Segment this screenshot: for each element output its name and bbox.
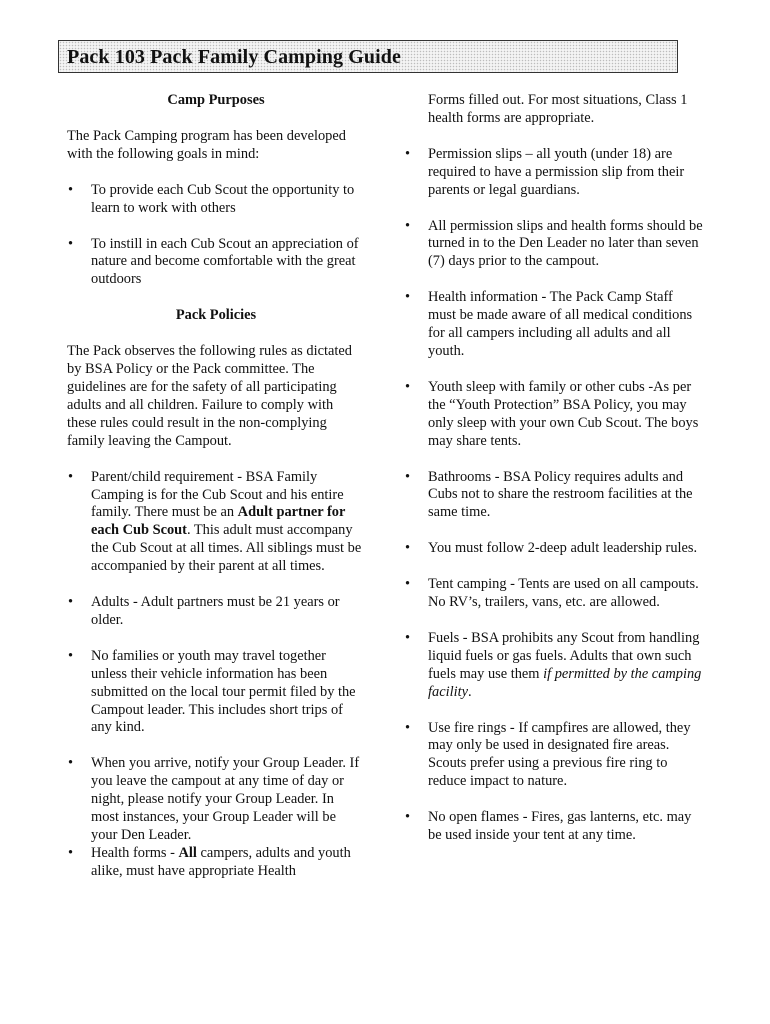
list-item: [404, 379, 704, 451]
bullet-icon: •: [68, 181, 74, 198]
policy-text-bold: Adult partner for each Cub Scout: [91, 504, 346, 539]
list-item: [67, 236, 365, 290]
bullet-icon: •: [405, 540, 411, 557]
list-item: [67, 594, 365, 630]
list-item: [404, 289, 704, 361]
list-item: [404, 630, 704, 702]
bullet-icon: •: [405, 378, 411, 395]
rule-text: [428, 630, 701, 700]
bullet-icon: •: [68, 594, 74, 611]
policy-text: [91, 469, 361, 575]
policy-text-part: campers, adults and youth alike, must have appropriate Health: [91, 844, 351, 879]
camp-purposes-heading: Camp Purposes: [167, 92, 265, 108]
policy-text: When you arrive, notify your Group Leader. If you leave the campout at any time of day or night, please notify your Group Leader. In most instances, your Group Leader will be your Den Leader.: [91, 755, 360, 843]
policies-intro: The Pack observes the following rules as dictated by BSA Policy or the Pack committee. The guidelines are for the safety of all participating adults and all children. Failure to comply with these rules could result in the non-complying family leaving the Campout.: [67, 343, 352, 449]
policy-text-part: Health forms -: [91, 844, 179, 861]
list-item: [404, 469, 704, 523]
continuation-text: Forms filled out. For most situations, Class 1 health forms are appropriate.: [428, 92, 688, 126]
rule-text: No open flames - Fires, gas lanterns, etc. may be used inside your tent at any time.: [428, 809, 692, 844]
rule-text: Bathrooms - BSA Policy requires adults and Cubs not to share the restroom facilities at the same time.: [428, 468, 693, 521]
policy-text: No families or youth may travel together unless their vehicle information has been submitted on the local tour permit filed by the Campout leader. This includes short trips of any kind.: [91, 647, 356, 736]
goal-text: To provide each Cub Scout the opportunity to learn to work with others: [91, 181, 355, 216]
bullet-icon: •: [68, 235, 74, 252]
policy-text-part: Parent/child requirement - BSA Family Camping is for the Cub Scout and his entire family. There must be an: [91, 468, 344, 521]
goals-list: [67, 182, 365, 290]
bullet-icon: •: [405, 576, 411, 593]
policy-text-bold: All: [178, 844, 197, 861]
bullet-icon: •: [68, 468, 74, 485]
policies-list: [67, 469, 365, 881]
rule-text-part: .: [467, 683, 472, 700]
policy-text-part: . This adult must accompany the Cub Scout at all times. All siblings must be accompanied by their parent at all times.: [91, 522, 362, 575]
rule-text: You must follow 2-deep adult leadership rules.: [428, 540, 698, 557]
list-item: [67, 755, 365, 845]
pack-policies-heading: Pack Policies: [175, 307, 257, 324]
list-item: [404, 720, 704, 792]
list-item: [67, 845, 365, 881]
rule-text: Youth sleep with family or other cubs -As per the “Youth Protection” BSA Policy, you may only sleep with your own Cub Scout. The boys may share tents.: [428, 378, 699, 449]
rules-list: [404, 146, 704, 845]
bullet-icon: •: [68, 755, 74, 772]
list-item: [404, 218, 704, 272]
rule-text: Health information - The Pack Camp Staff must be made aware of all medical conditions for all campers including all adults and all youth.: [428, 289, 693, 359]
goal-text: To instill in each Cub Scout an appreciation of nature and become comfortable with the great outdoors: [91, 235, 359, 288]
bullet-icon: •: [405, 289, 411, 306]
list-item: [404, 576, 704, 612]
bullet-icon: •: [68, 844, 74, 861]
camp-purposes-intro: The Pack Camping program has been developed with the following goals in mind:: [67, 127, 346, 162]
bullet-icon: •: [68, 647, 74, 664]
bullet-icon: •: [405, 719, 411, 736]
rule-text: Permission slips – all youth (under 18) are required to have a permission slip from their parents or legal guardians.: [428, 145, 685, 198]
title-box: [58, 40, 678, 73]
rule-text-part: Fuels - BSA prohibits any Scout from handling liquid fuels or gas fuels. Adults that own such fuels may use them: [428, 629, 700, 682]
rule-text-italic: if permitted by the camping facility: [428, 665, 702, 700]
list-item: [67, 648, 365, 738]
list-item: [67, 469, 365, 576]
list-item: [404, 540, 704, 558]
policy-text: [91, 845, 351, 879]
page-title: Pack 103 Pack Family Camping Guide: [67, 46, 401, 68]
left-column: [67, 92, 365, 881]
rule-text: All permission slips and health forms should be turned in to the Den Leader no later than seven (7) days prior to the campout.: [428, 217, 703, 270]
bullet-icon: •: [405, 809, 411, 826]
bullet-icon: •: [405, 145, 411, 162]
rule-text: Use fire rings - If campfires are allowed, they may only be used in designated fire areas. Scouts prefer using a previous fire ring to reduce impact to nature.: [428, 719, 691, 790]
bullet-icon: •: [405, 217, 411, 234]
list-item: [67, 182, 365, 218]
list-item: [404, 146, 704, 200]
list-item: [404, 809, 704, 845]
rule-text: Tent camping - Tents are used on all campouts. No RV’s, trailers, vans, etc. are allowed.: [428, 576, 699, 611]
policy-text: Adults - Adult partners must be 21 years or older.: [91, 594, 340, 628]
bullet-icon: •: [405, 629, 411, 646]
right-column: [404, 92, 704, 845]
bullet-icon: •: [405, 468, 411, 485]
